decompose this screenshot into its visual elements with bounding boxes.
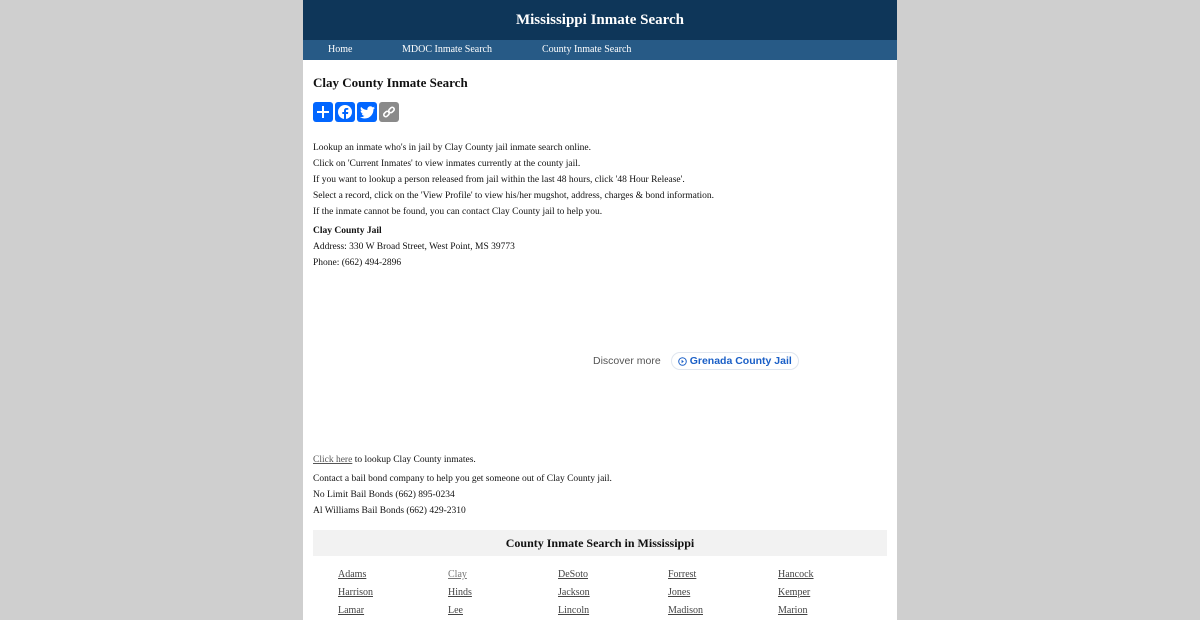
lookup-text: to lookup Clay County inmates. xyxy=(352,455,476,465)
county-link-jackson[interactable]: Jackson xyxy=(558,587,590,598)
jail-name: Clay County Jail xyxy=(313,226,382,236)
county-link-hinds[interactable]: Hinds xyxy=(448,587,472,598)
county-link-lincoln[interactable]: Lincoln xyxy=(558,605,590,616)
add-share-button[interactable] xyxy=(313,102,333,122)
plus-icon xyxy=(316,105,330,119)
circle-arrow-icon xyxy=(678,357,687,366)
bail-company: No Limit Bail Bonds (662) 895-0234 xyxy=(313,490,455,500)
county-link-jones[interactable]: Jones xyxy=(668,587,691,598)
county-link-kemper[interactable]: Kemper xyxy=(778,587,811,598)
jail-phone: Phone: (662) 494-2896 xyxy=(313,258,402,268)
page-container xyxy=(303,0,897,620)
county-link-forrest[interactable]: Forrest xyxy=(668,569,697,580)
discover-more-widget xyxy=(593,352,799,370)
page-title: Clay County Inmate Search xyxy=(313,75,468,90)
intro-text xyxy=(313,140,714,220)
bail-intro: Contact a bail bond company to help you get someone out of Clay County jail. xyxy=(313,474,612,484)
share-buttons xyxy=(313,102,399,122)
county-link-madison[interactable]: Madison xyxy=(668,605,703,616)
nav-bar xyxy=(303,40,897,60)
jail-info xyxy=(313,223,515,271)
bail-bonds-info xyxy=(313,471,612,519)
intro-line: If you want to lookup a person released from jail within the last 48 hours, click '48 Hour Release'. xyxy=(313,175,685,185)
county-links-grid xyxy=(338,566,888,620)
facebook-icon xyxy=(337,104,353,120)
nav-home[interactable]: Home xyxy=(328,44,353,55)
facebook-share-button[interactable] xyxy=(335,102,355,122)
county-link-clay[interactable]: Clay xyxy=(448,569,467,580)
twitter-share-button[interactable] xyxy=(357,102,377,122)
intro-line: Select a record, click on the 'View Profile' to view his/her mugshot, address, charges & bond information. xyxy=(313,191,715,201)
jail-address: Address: 330 W Broad Street, West Point, MS 39773 xyxy=(313,242,515,252)
county-link-lamar[interactable]: Lamar xyxy=(338,605,365,616)
site-header xyxy=(303,0,897,40)
intro-line: Lookup an inmate who's in jail by Clay County jail inmate search online. xyxy=(313,143,591,153)
discover-chip-grenada[interactable] xyxy=(671,352,799,370)
intro-line: If the inmate cannot be found, you can contact Clay County jail to help you. xyxy=(313,207,603,217)
county-link-harrison[interactable]: Harrison xyxy=(338,587,373,598)
bail-company: Al Williams Bail Bonds (662) 429-2310 xyxy=(313,506,466,516)
nav-county-inmate-search[interactable]: County Inmate Search xyxy=(542,44,632,55)
link-icon xyxy=(382,105,396,119)
county-link-adams[interactable]: Adams xyxy=(338,569,367,580)
click-here-link[interactable]: Click here xyxy=(313,455,353,465)
site-title: Mississippi Inmate Search xyxy=(515,12,685,28)
twitter-icon xyxy=(360,106,375,119)
county-link-lee[interactable]: Lee xyxy=(448,605,463,616)
discover-chip-label: Grenada County Jail xyxy=(689,355,792,367)
lookup-line xyxy=(313,452,476,468)
nav-mdoc-inmate-search[interactable]: MDOC Inmate Search xyxy=(402,44,492,55)
intro-line: Click on 'Current Inmates' to view inmates currently at the county jail. xyxy=(313,159,581,169)
county-link-hancock[interactable]: Hancock xyxy=(778,569,814,580)
county-search-heading: County Inmate Search in Mississippi xyxy=(313,530,887,556)
discover-more-label: Discover more xyxy=(593,355,661,367)
copy-link-button[interactable] xyxy=(379,102,399,122)
county-link-desoto[interactable]: DeSoto xyxy=(558,569,588,580)
county-link-marion[interactable]: Marion xyxy=(778,605,808,616)
